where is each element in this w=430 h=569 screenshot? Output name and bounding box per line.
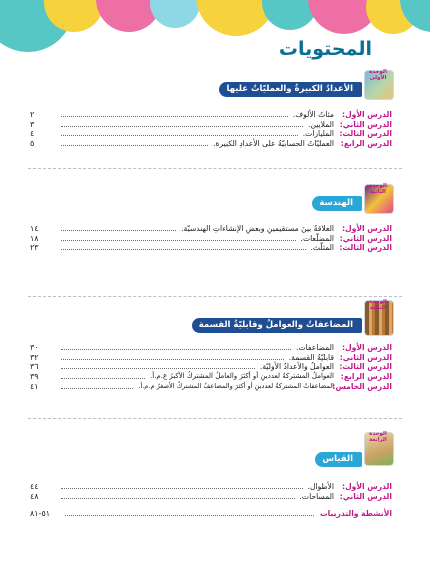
leader-dots [61, 131, 298, 136]
page-number: ٢٣ [30, 243, 39, 253]
page-number: ٥ [30, 139, 35, 149]
lesson-row[interactable] [30, 224, 392, 234]
lesson-label: الدرس الخامس: [332, 381, 392, 391]
page-number: ٣٩ [30, 372, 39, 382]
page-number: ٢ [30, 110, 35, 120]
page-number: ٣٦ [30, 362, 39, 372]
page-number: ٤٨ [30, 491, 39, 501]
lesson-label: الدرس الأول: [342, 482, 392, 492]
page-number: ٤ [30, 129, 35, 139]
lesson-row[interactable] [30, 372, 392, 382]
decor-circle [150, 0, 200, 28]
lesson-title: المضاعفاتُ المشتركةُ لعددينِ أو أكثرَ والمضاعفُ المشتركُ الأصغرُ م.م.أ. [138, 381, 334, 390]
lesson-title: المضلّعات. [300, 233, 334, 243]
unit-3 [30, 300, 392, 391]
lesson-title: قابليّةُ القسمة. [288, 352, 334, 362]
lesson-label: الدرس الأول: [342, 224, 392, 234]
activities-row[interactable] [30, 508, 392, 518]
lesson-row[interactable] [30, 482, 392, 492]
unit-1 [30, 70, 392, 148]
unit-title[interactable]: الأعدادُ الكبيرةُ والعمليّاتُ عليها [219, 82, 362, 97]
unit-header [30, 432, 392, 468]
page-number: ٥١-٨١ [30, 508, 51, 518]
section-divider [28, 168, 402, 169]
unit-title[interactable]: المضاعفاتُ والعواملُ وقابليّةُ القسمة [192, 318, 362, 333]
unit-label: الوحدة الرابعة [369, 431, 387, 443]
unit-header [30, 184, 392, 218]
unit-label: الوحدة الثانية [369, 183, 387, 195]
leader-dots [61, 122, 303, 127]
leader-dots [61, 364, 255, 369]
lesson-row[interactable] [30, 343, 392, 353]
unit-title[interactable]: الهندسة [312, 196, 362, 211]
lesson-title: المثلّث. [310, 243, 334, 253]
lesson-row[interactable] [30, 362, 392, 372]
unit-label: الوحدة الثالثة [369, 299, 387, 311]
lesson-row[interactable] [30, 243, 392, 253]
lesson-label: الدرس الأول: [342, 343, 392, 353]
section-divider [28, 296, 402, 297]
lesson-title: العواملُ المشتركةُ لعددينِ أو أكثرَ والعاملُ المشتركُ الأكبرُ ع.م.أ. [150, 372, 334, 381]
lesson-row[interactable] [30, 492, 392, 502]
lesson-label: الدرس الرابع: [340, 139, 392, 149]
lesson-title: الأطوال. [307, 482, 334, 492]
unit-header [30, 70, 392, 104]
page-number: ٣ [30, 119, 35, 129]
lesson-label: الدرس الثاني: [339, 119, 392, 129]
lesson-title: الملايين. [308, 119, 334, 129]
lesson-label: الدرس الرابع: [340, 372, 392, 382]
unit-header [30, 300, 392, 334]
page-number: ٣٠ [30, 343, 39, 353]
lesson-title: العلاقةُ بينَ مستقيمينِ وبعضِ الإنشاءاتِ الهندسيّة. [181, 224, 334, 234]
lesson-title: مئاتُ الألوف. [292, 110, 334, 120]
page-title: المحتويات [278, 38, 372, 60]
lesson-label: الدرس الأول: [342, 110, 392, 120]
leader-dots [61, 374, 145, 379]
lesson-row[interactable] [30, 353, 392, 363]
leader-dots [61, 355, 284, 360]
leader-dots [61, 384, 133, 389]
leader-dots [65, 511, 314, 516]
leader-dots [61, 112, 288, 117]
lesson-title: المليارات. [302, 129, 334, 139]
leader-dots [61, 226, 176, 231]
lesson-title: المضاعفات. [296, 343, 334, 353]
unit-2 [30, 184, 392, 253]
lesson-row[interactable] [30, 234, 392, 244]
leader-dots [61, 484, 303, 489]
page-number: ٣٢ [30, 352, 39, 362]
lesson-label: الدرس الثاني: [339, 233, 392, 243]
page-number: ٤٤ [30, 482, 39, 492]
lesson-label: الدرس الثاني: [339, 352, 392, 362]
unit-title[interactable]: القياس [315, 452, 362, 467]
lesson-title: المساحات. [299, 491, 334, 501]
leader-dots [61, 494, 295, 499]
lesson-row[interactable] [30, 139, 392, 149]
lesson-title: العمليّاتُ الحسابيّةُ على الأعدادِ الكبيرة. [213, 139, 334, 149]
lesson-row[interactable] [30, 129, 392, 139]
page-number: ٤١ [30, 381, 39, 391]
page-number: ١٨ [30, 233, 39, 243]
unit-4 [30, 432, 392, 501]
leader-dots [61, 141, 208, 146]
lesson-label: الدرس الثالث: [339, 129, 392, 139]
section-divider [28, 418, 402, 419]
activities-label: الأنشطة والتدريبات [320, 508, 392, 518]
leader-dots [61, 245, 306, 250]
page-number: ١٤ [30, 224, 39, 234]
leader-dots [61, 345, 291, 350]
lesson-row[interactable] [30, 120, 392, 130]
lesson-row[interactable] [30, 381, 392, 391]
lesson-label: الدرس الثاني: [339, 491, 392, 501]
unit-label: الوحدة الأولى [369, 69, 387, 81]
lesson-label: الدرس الثالث: [339, 243, 392, 253]
lesson-label: الدرس الثالث: [339, 362, 392, 372]
leader-dots [61, 236, 296, 241]
lesson-title: العواملُ والأعدادُ الأوليّة. [259, 362, 334, 372]
lesson-row[interactable] [30, 110, 392, 120]
